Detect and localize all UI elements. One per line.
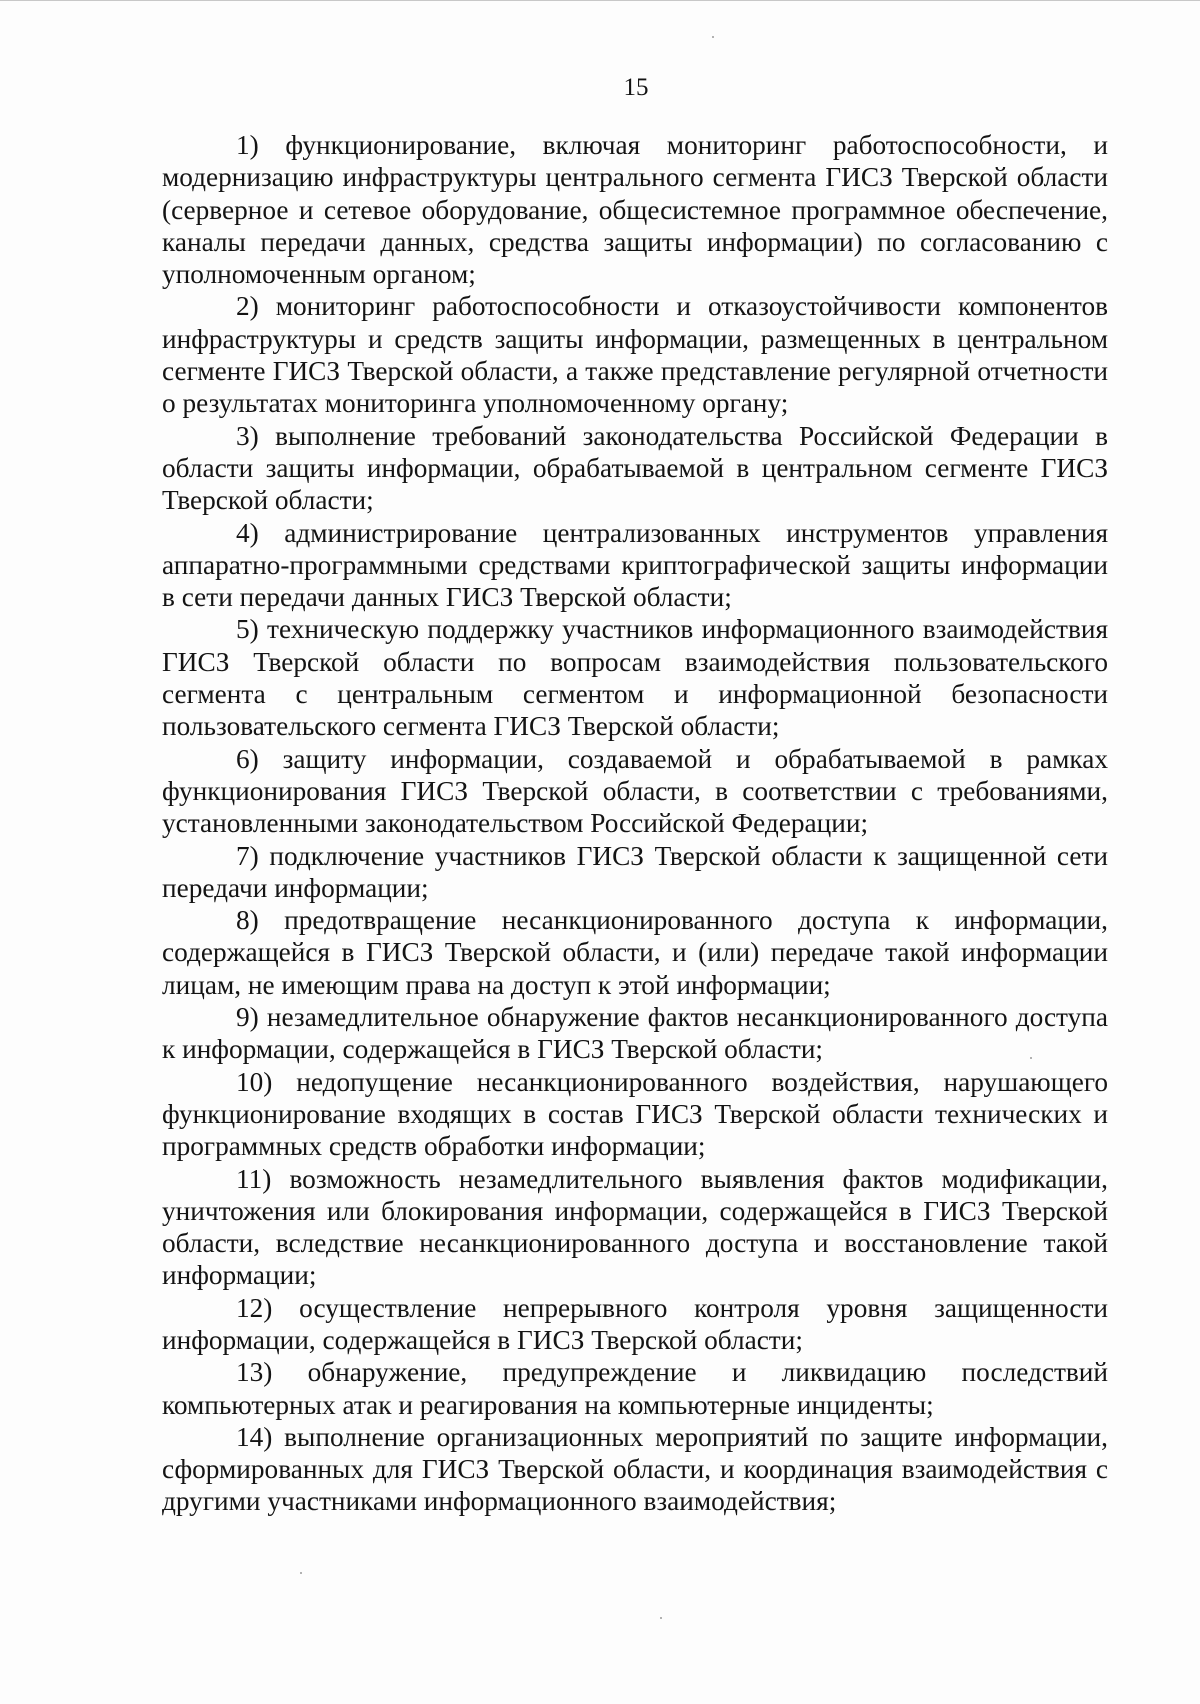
list-item: 3) выполнение требований законодательства Российской Федерации в области защиты информации, обрабатываемой в центральном сегменте ГИСЗ Тверской области;	[162, 420, 1108, 516]
list-item: 1) функционирование, включая мониторинг работоспособности, и модернизацию инфраструктуры центрального сегмента ГИСЗ Тверской области (серверное и сетевое оборудование, общесистемное программное обеспечение, каналы передачи данных, средства защиты информации) по согласованию с уполномоченным органом;	[162, 130, 1108, 290]
list-item: 2) мониторинг работоспособности и отказоустойчивости компонентов инфраструктуры и средств защиты информации, размещенных в центральном сегменте ГИСЗ Тверской области, а также представление регулярной отчетности о результатах мониторинга уполномоченному органу;	[162, 291, 1108, 419]
list-item: 7) подключение участников ГИСЗ Тверской области к защищенной сети передачи информации;	[162, 840, 1108, 903]
scan-edge	[0, 0, 1200, 1]
scan-speck	[660, 1617, 662, 1619]
list-item: 10) недопущение несанкционированного воздействия, нарушающего функционирование входящих в состав ГИСЗ Тверской области технических и программных средств обработки информации;	[162, 1066, 1108, 1162]
scan-speck	[300, 1572, 302, 1574]
list-item: 6) защиту информации, создаваемой и обрабатываемой в рамках функционирования ГИСЗ Тверской области, в соответствии с требованиями, установленными законодательством Российской Федерации;	[162, 743, 1108, 839]
list-item: 4) администрирование централизованных инструментов управления аппаратно-программными средствами криптографической защиты информации в сети передачи данных ГИСЗ Тверской области;	[162, 517, 1108, 613]
document-body	[162, 129, 1108, 1518]
list-item: 5) техническую поддержку участников информационного взаимодействия ГИСЗ Тверской области по вопросам взаимодействия пользовательского сегмента с центральным сегментом и информационной безопасности пользовательского сегмента ГИСЗ Тверской области;	[162, 614, 1108, 742]
list-item: 11) возможность незамедлительного выявления фактов модификации, уничтожения или блокирования информации, содержащейся в ГИСЗ Тверской области, вследствие несанкционированного доступа и восстановление такой информации;	[162, 1163, 1108, 1291]
list-item: 14) выполнение организационных мероприятий по защите информации, сформированных для ГИСЗ Тверской области, и координация взаимодействия с другими участниками информационного взаимодействия;	[162, 1421, 1108, 1517]
list-item: 9) незамедлительное обнаружение фактов несанкционированного доступа к информации, содержащейся в ГИСЗ Тверской области;	[162, 1002, 1108, 1065]
list-item: 8) предотвращение несанкционированного доступа к информации, содержащейся в ГИСЗ Тверской области, и (или) передаче такой информации лицам, не имеющим права на доступ к этой информации;	[162, 905, 1108, 1000]
list-item: 13) обнаружение, предупреждение и ликвидацию последствий компьютерных атак и реагирования на компьютерные инциденты;	[162, 1357, 1108, 1420]
page-number: 15	[623, 74, 649, 101]
scan-speck	[712, 36, 714, 38]
list-item: 12) осуществление непрерывного контроля уровня защищенности информации, содержащейся в ГИСЗ Тверской области;	[162, 1292, 1108, 1355]
